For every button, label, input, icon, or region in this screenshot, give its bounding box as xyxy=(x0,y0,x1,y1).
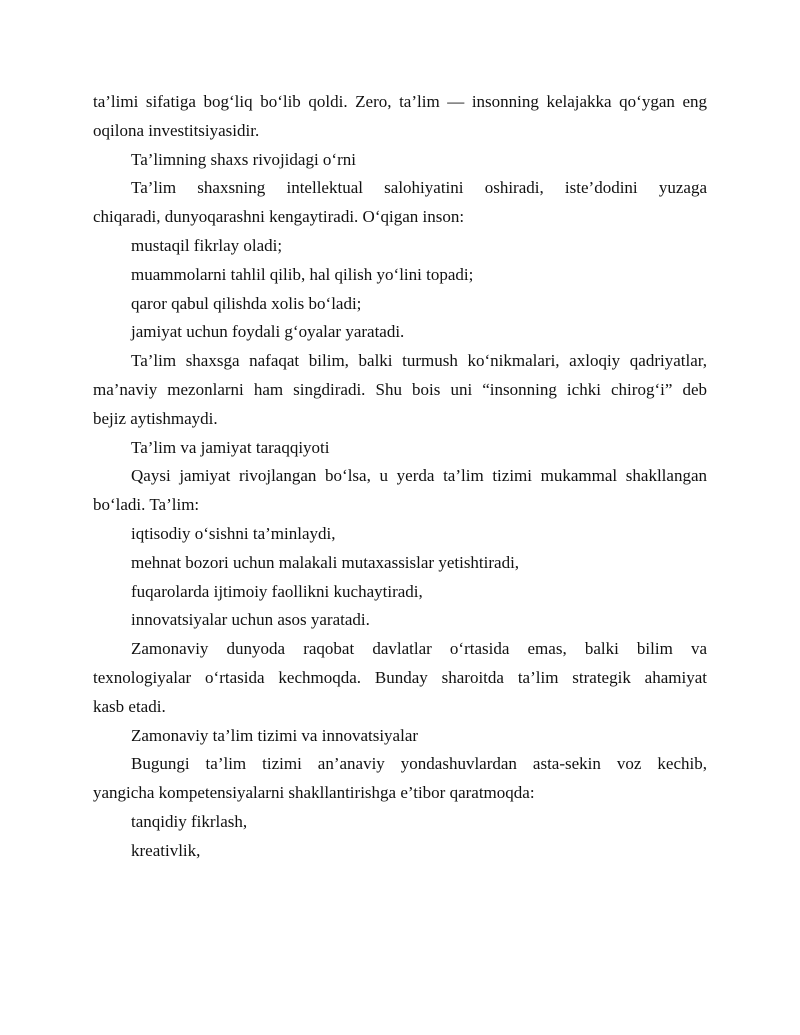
paragraph-line: texnologiyalar o‘rtasida kechmoqda. Bunday sharoitda ta’lim strategik ahamiyat xyxy=(93,667,707,687)
list-item: innovatsiyalar uchun asos yaratadi. xyxy=(131,610,370,630)
paragraph-line: Ta’lim shaxsning intellektual salohiyatini oshiradi, iste’dodini yuzaga xyxy=(131,178,707,198)
paragraph-line: Qaysi jamiyat rivojlangan bo‘lsa, u yerda ta’lim tizimi mukammal shakllangan xyxy=(131,466,707,486)
section-heading: Ta’limning shaxs rivojidagi o‘rni xyxy=(131,149,356,169)
list-item: mehnat bozori uchun malakali mutaxassislar yetishtiradi, xyxy=(131,552,520,572)
list-item: tanqidiy fikrlash, xyxy=(131,811,248,831)
paragraph-line: oqilona investitsiyasidir. xyxy=(93,120,260,140)
list-item: fuqarolarda ijtimoiy faollikni kuchaytiradi, xyxy=(131,581,423,601)
section-heading: Ta’lim va jamiyat taraqqiyoti xyxy=(131,437,330,457)
paragraph-line: Zamonaviy dunyoda raqobat davlatlar o‘rtasida emas, balki bilim va xyxy=(131,639,707,659)
section-heading: Zamonaviy ta’lim tizimi va innovatsiyalar xyxy=(131,725,419,745)
list-item: mustaqil fikrlay oladi; xyxy=(131,235,283,255)
list-item: kreativlik, xyxy=(131,840,201,860)
list-item: iqtisodiy o‘sishni ta’minlaydi, xyxy=(131,523,336,543)
paragraph-line: kasb etadi. xyxy=(93,696,166,716)
paragraph-line: ma’naviy mezonlarni ham singdiradi. Shu bois uni “insonning ichki chirog‘i” deb xyxy=(93,379,707,399)
document-page xyxy=(93,88,707,866)
paragraph-line: chiqaradi, dunyoqarashni kengaytiradi. O‘qigan inson: xyxy=(93,207,465,227)
paragraph-line: bejiz aytishmaydi. xyxy=(93,408,218,428)
paragraph-line: Ta’lim shaxsga nafaqat bilim, balki turmush ko‘nikmalari, axloqiy qadriyatlar, xyxy=(131,351,707,371)
paragraph-line: yangicha kompetensiyalarni shakllantirishga e’tibor qaratmoqda: xyxy=(93,783,535,803)
list-item: qaror qabul qilishda xolis bo‘ladi; xyxy=(131,293,362,313)
paragraph-line: Bugungi ta’lim tizimi an’anaviy yondashuvlardan asta-sekin voz kechib, xyxy=(131,754,707,774)
paragraph-line: ta’limi sifatiga bog‘liq bo‘lib qoldi. Zero, ta’lim — insonning kelajakka qo‘ygan eng xyxy=(93,92,707,111)
list-item: muammolarni tahlil qilib, hal qilish yo‘lini topadi; xyxy=(131,264,474,284)
paragraph-line: bo‘ladi. Ta’lim: xyxy=(93,495,200,515)
list-item: jamiyat uchun foydali g‘oyalar yaratadi. xyxy=(131,322,405,342)
